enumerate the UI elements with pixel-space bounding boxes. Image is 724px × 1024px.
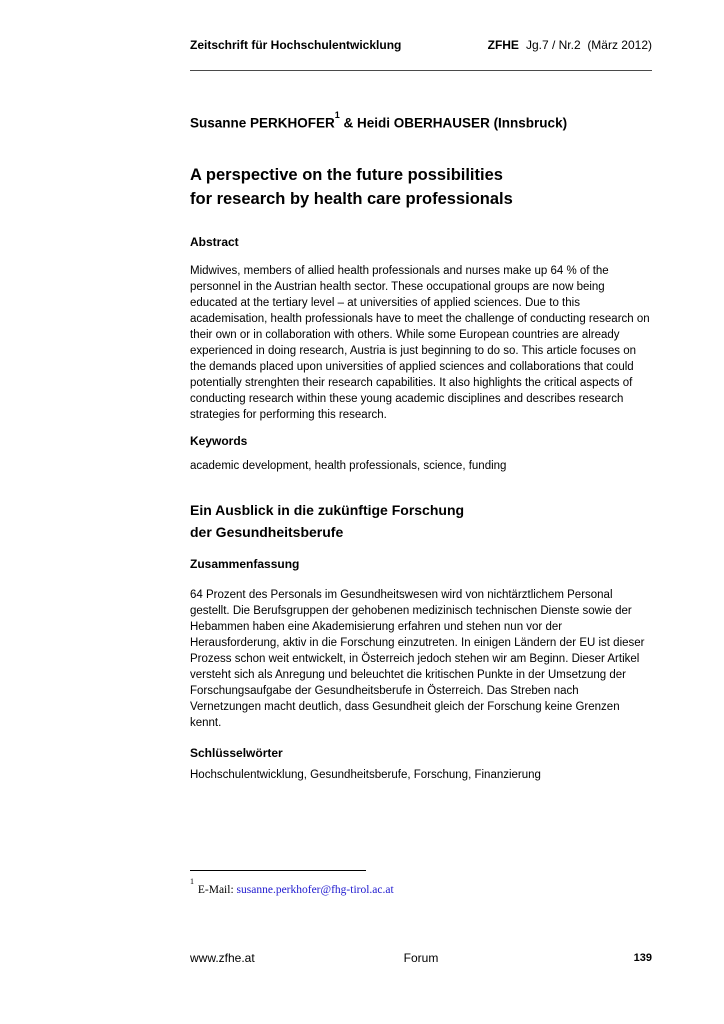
footer-section: Forum — [403, 951, 439, 966]
footnote-ref-marker: 1 — [334, 110, 340, 120]
page-header — [190, 38, 652, 53]
article-title-en — [190, 163, 652, 211]
title-de-line2: der Gesundheitsberufe — [190, 523, 344, 540]
zusammenfassung-body: 64 Prozent des Personals im Gesundheitswesen wird von nichtärztlichem Personal gestellt. Die Berufsgruppen der gehobenen medizinisch technischen Dienste sowie der Hebammen haben eine Akademisierung erfahren und stehen nun vor der Herausforderung, aktiv in die Forschung einzutreten. In einigen Ländern der EU ist dieser Prozess schon weit entwickelt, in Österreich jedoch stehen wir am Beginn. Dieser Artikel versteht sich als Anregung und beleuchtet die kritischen Punkte in der Umsetzung der Forschungsaufgabe der Gesundheitsberufe in Österreich. Das Streben nach Vernetzungen macht deutlich, dass Gesundheit gleich der Forschung keine Grenzen kennt. — [190, 588, 645, 729]
issue-info — [488, 38, 652, 53]
title-de-line1: Ein Ausblick in die zukünftige Forschung — [190, 501, 465, 518]
footnote-separator — [190, 870, 366, 871]
abstract-body: Midwives, members of allied health professionals and nurses make up 64 % of the personnel in the Austrian health sector. These occupational groups are now being educated at the tertiary level – at universities of applied sciences. Due to this academisation, health professionals have to meet the challenge of conducting research on their own or in collaboration with others. While some European countries are already experienced in doing research, Austria is just beginning to do so. This article focuses on the demands placed upon universities of applied sciences and collaborations that could potentially strenghten their research capabilities. It also highlights the critical aspects of conducting research within these young academic disciplines and describes research strategies for performing this research. — [190, 264, 650, 421]
abstract-heading: Abstract — [190, 234, 239, 249]
footnote-number: 1 — [190, 876, 194, 886]
authors-line — [190, 111, 652, 132]
author-second: & Heidi OBERHAUSER (Innsbruck) — [339, 115, 568, 131]
schluesselwoerter-heading: Schlüsselwörter — [190, 745, 283, 760]
footnote — [190, 878, 652, 898]
header-rule — [190, 70, 652, 71]
footer-page-number: 139 — [633, 952, 652, 965]
issue-details: Jg.7 / Nr.2 (März 2012) — [525, 38, 652, 52]
zusammenfassung-heading: Zusammenfassung — [190, 556, 300, 571]
footnote-label: E-Mail: — [195, 883, 237, 896]
journal-abbr: ZFHE — [487, 38, 519, 52]
keywords-body: academic development, health professionals, science, funding — [190, 459, 507, 472]
author-first: Susanne PERKHOFER — [190, 115, 335, 131]
page-content — [190, 0, 652, 966]
title-en-line1: A perspective on the future possibilities — [190, 165, 503, 184]
title-en-line2: for research by health care professionals — [190, 189, 513, 208]
article-title-de — [190, 499, 652, 543]
schluesselwoerter-body: Hochschulentwicklung, Gesundheitsberufe, Forschung, Finanzierung — [190, 768, 541, 781]
email-link[interactable]: susanne.perkhofer@fhg-tirol.ac.at — [236, 883, 394, 896]
page-footer — [190, 951, 652, 966]
footer-website: www.zfhe.at — [190, 951, 255, 966]
keywords-heading: Keywords — [190, 433, 248, 448]
journal-name: Zeitschrift für Hochschulentwicklung — [190, 38, 402, 52]
